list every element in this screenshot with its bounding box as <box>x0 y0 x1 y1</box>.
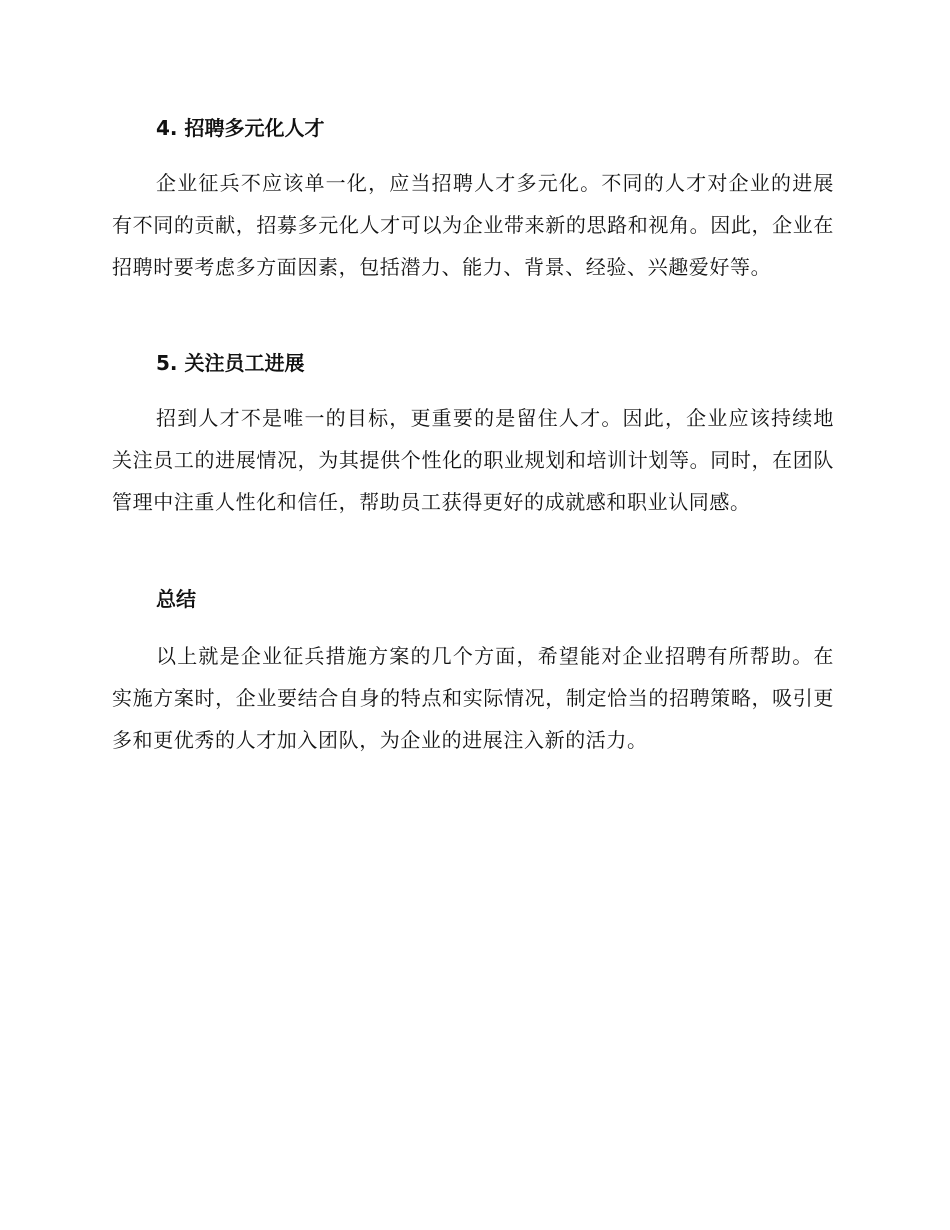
section-paragraph-summary: 以上就是企业征兵措施方案的几个方面，希望能对企业招聘有所帮助。在实施方案时，企业要结合自身的特点和实际情况，制定恰当的招聘策略，吸引更多和更优秀的人才加入团队，为企业的进展注入新的活力。 <box>112 644 834 752</box>
section-paragraph-recruit-diverse-talent: 企业征兵不应该单一化，应当招聘人才多元化。不同的人才对企业的进展有不同的贡献，招募多元化人才可以为企业带来新的思路和视角。因此，企业在招聘时要考虑多方面因素，包括潜力、能力、背景、经验、兴趣爱好等。 <box>112 171 834 279</box>
section-heading-employee-development: 5. 关注员工进展 <box>156 351 305 375</box>
section-heading-summary: 总结 <box>156 587 196 611</box>
section-heading-recruit-diverse-talent: 4. 招聘多元化人才 <box>156 116 325 140</box>
section-paragraph-employee-development: 招到人才不是唯一的目标，更重要的是留住人才。因此，企业应该持续地关注员工的进展情况，为其提供个性化的职业规划和培训计划等。同时，在团队管理中注重人性化和信任，帮助员工获得更好的成就感和职业认同感。 <box>112 406 834 514</box>
